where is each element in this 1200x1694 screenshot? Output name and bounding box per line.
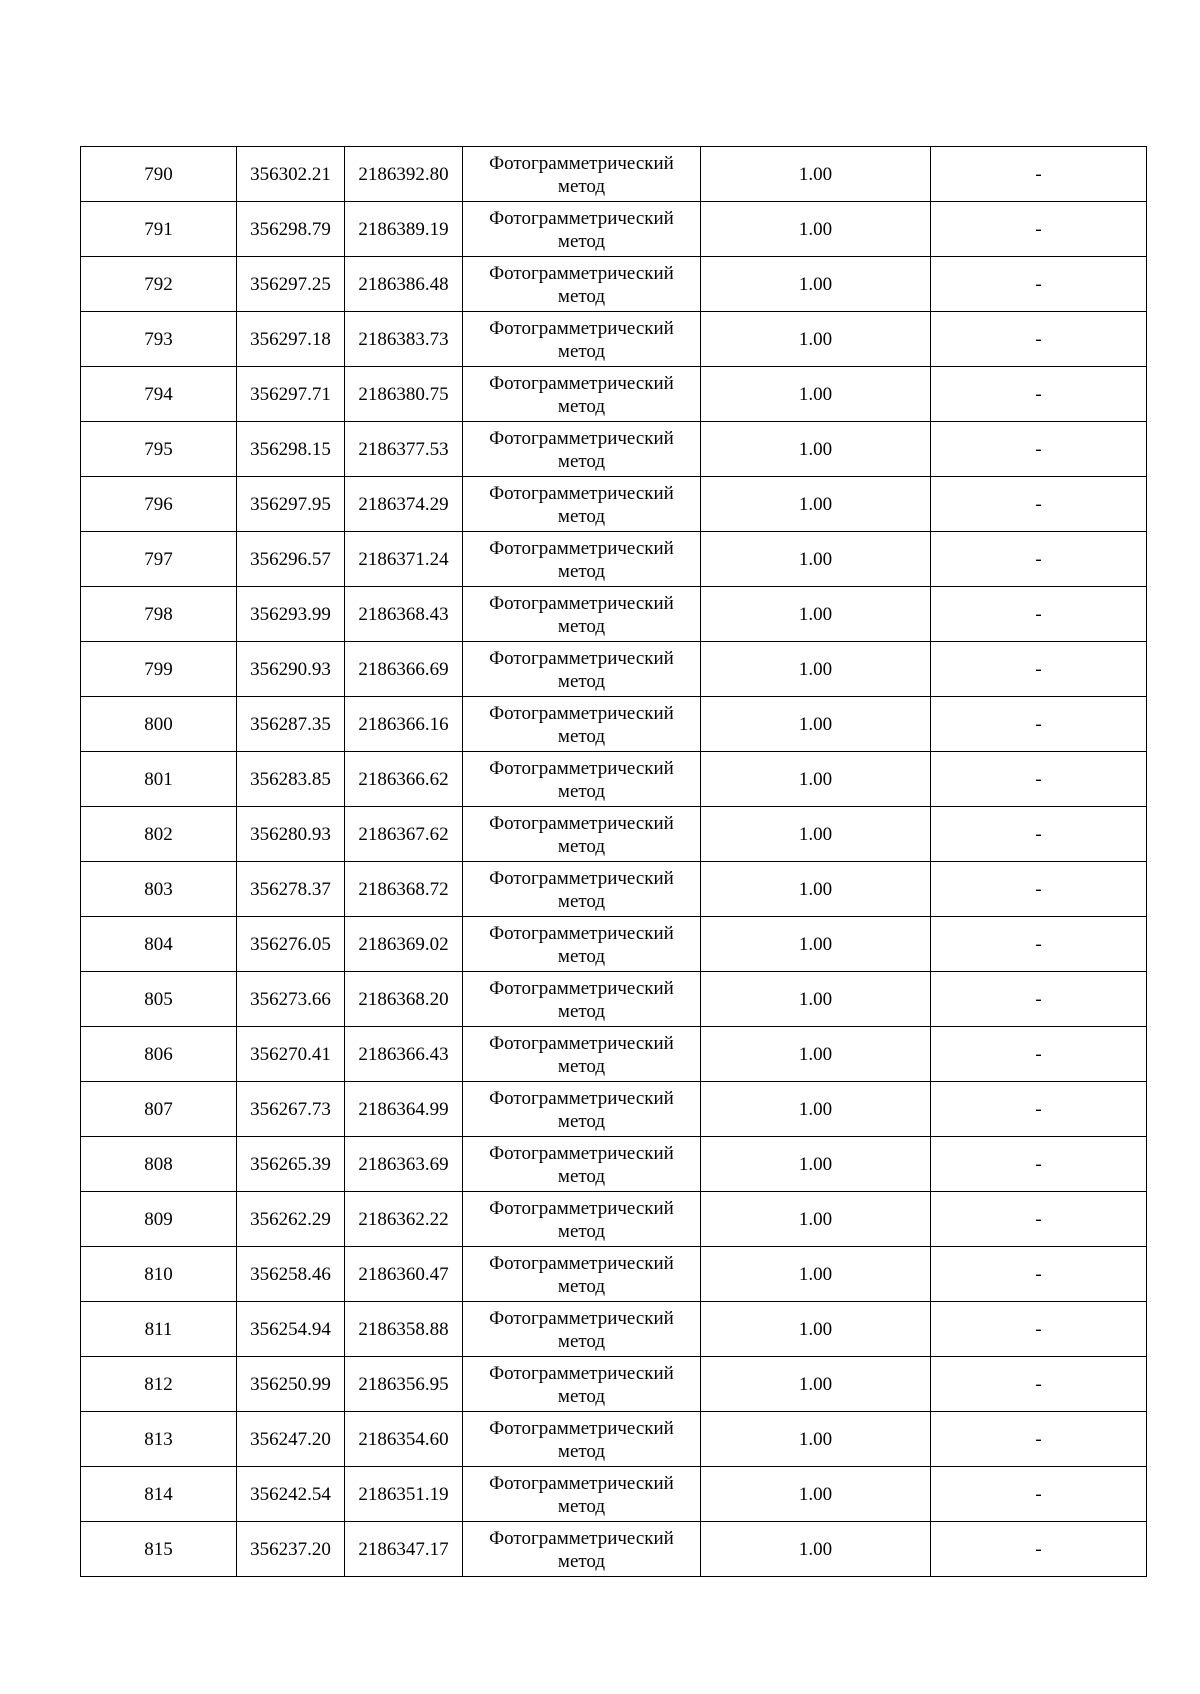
table-row bbox=[81, 1302, 1147, 1357]
point-number-cell: 807 bbox=[81, 1082, 237, 1137]
method-cell bbox=[463, 587, 701, 642]
point-number-cell: 790 bbox=[81, 147, 237, 202]
table-row bbox=[81, 1137, 1147, 1192]
table-row bbox=[81, 752, 1147, 807]
method-line-1: Фотограмметрический bbox=[489, 1087, 674, 1109]
table-row bbox=[81, 202, 1147, 257]
point-number-cell: 791 bbox=[81, 202, 237, 257]
table-row bbox=[81, 917, 1147, 972]
note-cell: - bbox=[931, 257, 1147, 312]
point-number-cell: 801 bbox=[81, 752, 237, 807]
method-cell bbox=[463, 1137, 701, 1192]
point-number-cell: 814 bbox=[81, 1467, 237, 1522]
table-row bbox=[81, 312, 1147, 367]
method-cell bbox=[463, 972, 701, 1027]
note-cell: - bbox=[931, 202, 1147, 257]
method-line-1: Фотограмметрический bbox=[489, 1307, 674, 1329]
x-coordinate-cell: 356297.95 bbox=[237, 477, 345, 532]
y-coordinate-cell: 2186364.99 bbox=[345, 1082, 463, 1137]
method-line-1: Фотограмметрический bbox=[489, 207, 674, 229]
note-cell: - bbox=[931, 972, 1147, 1027]
point-number-cell: 803 bbox=[81, 862, 237, 917]
method-line-1: Фотограмметрический bbox=[489, 1417, 674, 1439]
method-line-2: метод bbox=[557, 1165, 606, 1187]
table-body bbox=[81, 147, 1147, 1577]
x-coordinate-cell: 356302.21 bbox=[237, 147, 345, 202]
x-coordinate-cell: 356270.41 bbox=[237, 1027, 345, 1082]
point-number-cell: 808 bbox=[81, 1137, 237, 1192]
note-cell: - bbox=[931, 807, 1147, 862]
method-cell bbox=[463, 147, 701, 202]
y-coordinate-cell: 2186392.80 bbox=[345, 147, 463, 202]
table-row bbox=[81, 257, 1147, 312]
table-row bbox=[81, 422, 1147, 477]
method-line-1: Фотограмметрический bbox=[489, 152, 674, 174]
method-cell bbox=[463, 1357, 701, 1412]
method-line-2: метод bbox=[557, 670, 606, 692]
table-row bbox=[81, 642, 1147, 697]
x-coordinate-cell: 356296.57 bbox=[237, 532, 345, 587]
note-cell: - bbox=[931, 147, 1147, 202]
y-coordinate-cell: 2186374.29 bbox=[345, 477, 463, 532]
method-line-2: метод bbox=[557, 780, 606, 802]
note-cell: - bbox=[931, 917, 1147, 972]
method-cell bbox=[463, 752, 701, 807]
note-cell: - bbox=[931, 1192, 1147, 1247]
accuracy-cell: 1.00 bbox=[701, 862, 931, 917]
table-row bbox=[81, 1522, 1147, 1577]
method-line-2: метод bbox=[557, 1110, 606, 1132]
method-line-1: Фотограмметрический bbox=[489, 592, 674, 614]
x-coordinate-cell: 356273.66 bbox=[237, 972, 345, 1027]
point-number-cell: 804 bbox=[81, 917, 237, 972]
accuracy-cell: 1.00 bbox=[701, 1357, 931, 1412]
table-row bbox=[81, 367, 1147, 422]
point-number-cell: 796 bbox=[81, 477, 237, 532]
method-line-1: Фотограмметрический bbox=[489, 1252, 674, 1274]
point-number-cell: 793 bbox=[81, 312, 237, 367]
method-cell bbox=[463, 1412, 701, 1467]
method-line-2: метод bbox=[557, 450, 606, 472]
method-cell bbox=[463, 367, 701, 422]
y-coordinate-cell: 2186368.20 bbox=[345, 972, 463, 1027]
point-number-cell: 794 bbox=[81, 367, 237, 422]
method-line-1: Фотограмметрический bbox=[489, 1472, 674, 1494]
accuracy-cell: 1.00 bbox=[701, 1027, 931, 1082]
x-coordinate-cell: 356297.18 bbox=[237, 312, 345, 367]
method-line-1: Фотограмметрический bbox=[489, 482, 674, 504]
accuracy-cell: 1.00 bbox=[701, 1412, 931, 1467]
y-coordinate-cell: 2186358.88 bbox=[345, 1302, 463, 1357]
method-line-1: Фотограмметрический bbox=[489, 317, 674, 339]
method-cell bbox=[463, 862, 701, 917]
point-number-cell: 806 bbox=[81, 1027, 237, 1082]
point-number-cell: 813 bbox=[81, 1412, 237, 1467]
accuracy-cell: 1.00 bbox=[701, 972, 931, 1027]
accuracy-cell: 1.00 bbox=[701, 1302, 931, 1357]
x-coordinate-cell: 356298.79 bbox=[237, 202, 345, 257]
x-coordinate-cell: 356258.46 bbox=[237, 1247, 345, 1302]
method-line-1: Фотограмметрический bbox=[489, 372, 674, 394]
point-number-cell: 815 bbox=[81, 1522, 237, 1577]
note-cell: - bbox=[931, 1302, 1147, 1357]
method-line-2: метод bbox=[557, 1275, 606, 1297]
y-coordinate-cell: 2186389.19 bbox=[345, 202, 463, 257]
point-number-cell: 802 bbox=[81, 807, 237, 862]
accuracy-cell: 1.00 bbox=[701, 312, 931, 367]
method-line-2: метод bbox=[557, 560, 606, 582]
y-coordinate-cell: 2186383.73 bbox=[345, 312, 463, 367]
accuracy-cell: 1.00 bbox=[701, 532, 931, 587]
x-coordinate-cell: 356237.20 bbox=[237, 1522, 345, 1577]
accuracy-cell: 1.00 bbox=[701, 1247, 931, 1302]
method-line-2: метод bbox=[557, 175, 606, 197]
method-cell bbox=[463, 642, 701, 697]
y-coordinate-cell: 2186366.43 bbox=[345, 1027, 463, 1082]
x-coordinate-cell: 356242.54 bbox=[237, 1467, 345, 1522]
method-cell bbox=[463, 1027, 701, 1082]
method-line-1: Фотограмметрический bbox=[489, 922, 674, 944]
accuracy-cell: 1.00 bbox=[701, 1192, 931, 1247]
method-cell bbox=[463, 1302, 701, 1357]
point-number-cell: 805 bbox=[81, 972, 237, 1027]
method-cell bbox=[463, 917, 701, 972]
y-coordinate-cell: 2186368.72 bbox=[345, 862, 463, 917]
note-cell: - bbox=[931, 1137, 1147, 1192]
method-cell bbox=[463, 807, 701, 862]
y-coordinate-cell: 2186351.19 bbox=[345, 1467, 463, 1522]
y-coordinate-cell: 2186366.62 bbox=[345, 752, 463, 807]
x-coordinate-cell: 356265.39 bbox=[237, 1137, 345, 1192]
method-line-2: метод bbox=[557, 835, 606, 857]
accuracy-cell: 1.00 bbox=[701, 202, 931, 257]
note-cell: - bbox=[931, 312, 1147, 367]
method-line-2: метод bbox=[557, 395, 606, 417]
y-coordinate-cell: 2186371.24 bbox=[345, 532, 463, 587]
method-cell bbox=[463, 422, 701, 477]
method-line-2: метод bbox=[557, 230, 606, 252]
note-cell: - bbox=[931, 752, 1147, 807]
method-cell bbox=[463, 532, 701, 587]
table-row bbox=[81, 532, 1147, 587]
method-line-2: метод bbox=[557, 1000, 606, 1022]
point-number-cell: 799 bbox=[81, 642, 237, 697]
method-line-2: метод bbox=[557, 615, 606, 637]
note-cell: - bbox=[931, 1467, 1147, 1522]
accuracy-cell: 1.00 bbox=[701, 587, 931, 642]
point-number-cell: 812 bbox=[81, 1357, 237, 1412]
point-number-cell: 792 bbox=[81, 257, 237, 312]
method-line-2: метод bbox=[557, 1385, 606, 1407]
method-line-1: Фотограмметрический bbox=[489, 427, 674, 449]
method-cell bbox=[463, 477, 701, 532]
table-row bbox=[81, 697, 1147, 752]
y-coordinate-cell: 2186377.53 bbox=[345, 422, 463, 477]
x-coordinate-cell: 356247.20 bbox=[237, 1412, 345, 1467]
y-coordinate-cell: 2186356.95 bbox=[345, 1357, 463, 1412]
method-line-2: метод bbox=[557, 945, 606, 967]
x-coordinate-cell: 356287.35 bbox=[237, 697, 345, 752]
note-cell: - bbox=[931, 1522, 1147, 1577]
method-line-2: метод bbox=[557, 505, 606, 527]
method-line-1: Фотограмметрический bbox=[489, 867, 674, 889]
y-coordinate-cell: 2186347.17 bbox=[345, 1522, 463, 1577]
accuracy-cell: 1.00 bbox=[701, 147, 931, 202]
accuracy-cell: 1.00 bbox=[701, 367, 931, 422]
method-cell bbox=[463, 1192, 701, 1247]
method-line-2: метод bbox=[557, 890, 606, 912]
table-row bbox=[81, 1192, 1147, 1247]
method-line-2: метод bbox=[557, 1220, 606, 1242]
accuracy-cell: 1.00 bbox=[701, 422, 931, 477]
method-line-2: метод bbox=[557, 1495, 606, 1517]
method-line-1: Фотограмметрический bbox=[489, 977, 674, 999]
x-coordinate-cell: 356250.99 bbox=[237, 1357, 345, 1412]
note-cell: - bbox=[931, 1082, 1147, 1137]
method-cell bbox=[463, 312, 701, 367]
method-cell bbox=[463, 202, 701, 257]
note-cell: - bbox=[931, 367, 1147, 422]
accuracy-cell: 1.00 bbox=[701, 257, 931, 312]
x-coordinate-cell: 356267.73 bbox=[237, 1082, 345, 1137]
y-coordinate-cell: 2186367.62 bbox=[345, 807, 463, 862]
table-row bbox=[81, 147, 1147, 202]
note-cell: - bbox=[931, 477, 1147, 532]
note-cell: - bbox=[931, 1027, 1147, 1082]
method-line-1: Фотограмметрический bbox=[489, 647, 674, 669]
method-line-1: Фотограмметрический bbox=[489, 812, 674, 834]
method-line-1: Фотограмметрический bbox=[489, 262, 674, 284]
method-cell bbox=[463, 697, 701, 752]
accuracy-cell: 1.00 bbox=[701, 1137, 931, 1192]
method-cell bbox=[463, 1082, 701, 1137]
y-coordinate-cell: 2186363.69 bbox=[345, 1137, 463, 1192]
note-cell: - bbox=[931, 697, 1147, 752]
note-cell: - bbox=[931, 862, 1147, 917]
point-number-cell: 797 bbox=[81, 532, 237, 587]
point-number-cell: 795 bbox=[81, 422, 237, 477]
method-line-2: метод bbox=[557, 1550, 606, 1572]
y-coordinate-cell: 2186386.48 bbox=[345, 257, 463, 312]
table-row bbox=[81, 807, 1147, 862]
method-cell bbox=[463, 257, 701, 312]
y-coordinate-cell: 2186360.47 bbox=[345, 1247, 463, 1302]
accuracy-cell: 1.00 bbox=[701, 642, 931, 697]
x-coordinate-cell: 356297.25 bbox=[237, 257, 345, 312]
x-coordinate-cell: 356298.15 bbox=[237, 422, 345, 477]
table-row bbox=[81, 1082, 1147, 1137]
point-number-cell: 800 bbox=[81, 697, 237, 752]
accuracy-cell: 1.00 bbox=[701, 807, 931, 862]
y-coordinate-cell: 2186380.75 bbox=[345, 367, 463, 422]
note-cell: - bbox=[931, 587, 1147, 642]
point-number-cell: 798 bbox=[81, 587, 237, 642]
x-coordinate-cell: 356297.71 bbox=[237, 367, 345, 422]
accuracy-cell: 1.00 bbox=[701, 1082, 931, 1137]
table-row bbox=[81, 1357, 1147, 1412]
y-coordinate-cell: 2186366.69 bbox=[345, 642, 463, 697]
table-row bbox=[81, 1247, 1147, 1302]
accuracy-cell: 1.00 bbox=[701, 697, 931, 752]
method-line-2: метод bbox=[557, 285, 606, 307]
x-coordinate-cell: 356276.05 bbox=[237, 917, 345, 972]
method-line-1: Фотограмметрический bbox=[489, 1142, 674, 1164]
point-number-cell: 810 bbox=[81, 1247, 237, 1302]
y-coordinate-cell: 2186354.60 bbox=[345, 1412, 463, 1467]
method-line-2: метод bbox=[557, 725, 606, 747]
accuracy-cell: 1.00 bbox=[701, 1522, 931, 1577]
table-row bbox=[81, 477, 1147, 532]
method-line-1: Фотограмметрический bbox=[489, 1527, 674, 1549]
point-number-cell: 811 bbox=[81, 1302, 237, 1357]
method-line-1: Фотограмметрический bbox=[489, 537, 674, 559]
accuracy-cell: 1.00 bbox=[701, 1467, 931, 1522]
x-coordinate-cell: 356290.93 bbox=[237, 642, 345, 697]
x-coordinate-cell: 356262.29 bbox=[237, 1192, 345, 1247]
method-line-2: метод bbox=[557, 1440, 606, 1462]
method-line-2: метод bbox=[557, 340, 606, 362]
x-coordinate-cell: 356278.37 bbox=[237, 862, 345, 917]
y-coordinate-cell: 2186366.16 bbox=[345, 697, 463, 752]
table-row bbox=[81, 862, 1147, 917]
method-line-1: Фотограмметрический bbox=[489, 757, 674, 779]
note-cell: - bbox=[931, 532, 1147, 587]
method-line-2: метод bbox=[557, 1330, 606, 1352]
method-line-1: Фотограмметрический bbox=[489, 702, 674, 724]
point-number-cell: 809 bbox=[81, 1192, 237, 1247]
y-coordinate-cell: 2186368.43 bbox=[345, 587, 463, 642]
note-cell: - bbox=[931, 1247, 1147, 1302]
coordinates-table bbox=[80, 146, 1147, 1577]
table-row bbox=[81, 972, 1147, 1027]
table-row bbox=[81, 587, 1147, 642]
x-coordinate-cell: 356293.99 bbox=[237, 587, 345, 642]
accuracy-cell: 1.00 bbox=[701, 477, 931, 532]
table-row bbox=[81, 1027, 1147, 1082]
note-cell: - bbox=[931, 1357, 1147, 1412]
method-line-1: Фотограмметрический bbox=[489, 1362, 674, 1384]
method-line-1: Фотограмметрический bbox=[489, 1197, 674, 1219]
table-row bbox=[81, 1412, 1147, 1467]
accuracy-cell: 1.00 bbox=[701, 752, 931, 807]
method-cell bbox=[463, 1467, 701, 1522]
x-coordinate-cell: 356283.85 bbox=[237, 752, 345, 807]
note-cell: - bbox=[931, 422, 1147, 477]
method-cell bbox=[463, 1247, 701, 1302]
y-coordinate-cell: 2186362.22 bbox=[345, 1192, 463, 1247]
method-line-2: метод bbox=[557, 1055, 606, 1077]
y-coordinate-cell: 2186369.02 bbox=[345, 917, 463, 972]
x-coordinate-cell: 356254.94 bbox=[237, 1302, 345, 1357]
accuracy-cell: 1.00 bbox=[701, 917, 931, 972]
note-cell: - bbox=[931, 1412, 1147, 1467]
x-coordinate-cell: 356280.93 bbox=[237, 807, 345, 862]
method-line-1: Фотограмметрический bbox=[489, 1032, 674, 1054]
table-row bbox=[81, 1467, 1147, 1522]
note-cell: - bbox=[931, 642, 1147, 697]
method-cell bbox=[463, 1522, 701, 1577]
